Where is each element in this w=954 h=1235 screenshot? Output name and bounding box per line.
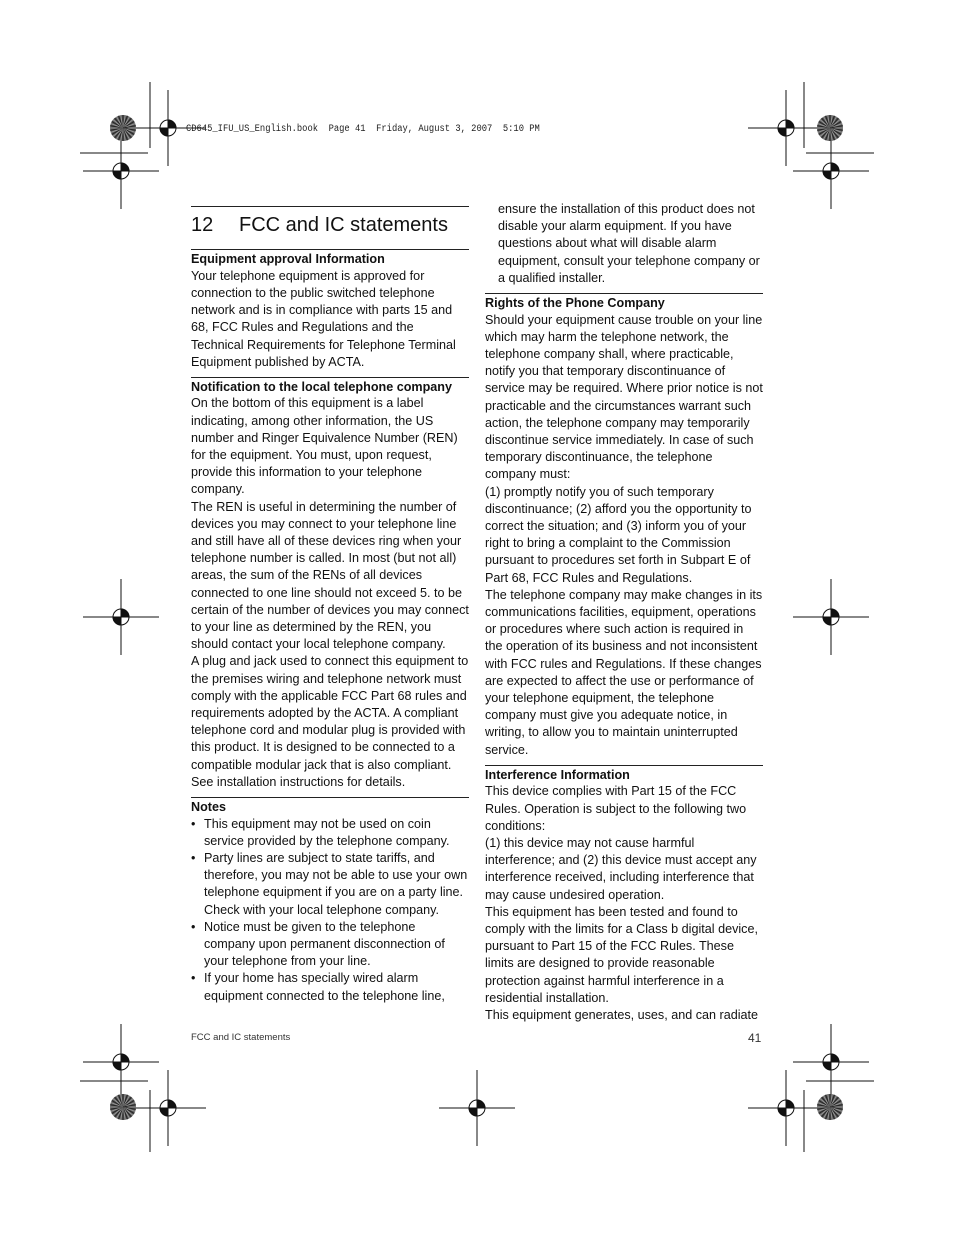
paragraph: This equipment generates, uses, and can radiate — [485, 1007, 759, 1022]
paragraph: A plug and jack used to connect this equipment to the premises wiring and telephone network must comply with the applicable FCC Part 68 rules and requirements adopted by the ACTA. A compliant telephone cord and modular plug is provided with this product. It is designed to be connected to a compatible modular jack that is also compliant. See installation instructions for details. — [191, 654, 469, 789]
list-item: • This equipment may not be used on coin service provided by the telephone company. — [191, 816, 469, 850]
paragraph: (1) promptly notify you of such temporary discontinuance; (2) afford you the opportunity to correct the situation; and (3) inform you of your right to bring a complaint to the Commission pursuant to procedures set forth in Subpart E of Part 68, FCC Rules and Regulations. — [485, 484, 752, 585]
section-notification — [191, 377, 469, 791]
notes-continuation: ensure the installation of this product does not disable your alarm equipment. If you have questions about what will disable alarm equipment, consult your telephone company or a qualified installer. — [498, 202, 760, 285]
section-heading: Rights of the Phone Company — [485, 296, 665, 311]
chapter-title-text: FCC and IC statements — [239, 214, 448, 236]
section-heading: Notification to the local telephone company — [191, 379, 452, 394]
section-heading: Notes — [191, 800, 226, 815]
notes-list — [191, 816, 469, 1005]
registration-target-icon — [793, 1024, 869, 1100]
paragraph: The REN is useful in determining the number of devices you may connect to your telephone line and still have all of these devices ring when your telephone number is called. In most (but not all) areas, the sum of the RENs of all devices connected to one line should not exceed 5. to be certain of the number of devices you may connect to your line as determined by the REN, you should contact your local telephone company. — [191, 499, 469, 652]
registration-target-icon — [83, 1024, 159, 1100]
section-rights-of-phone-company — [485, 293, 763, 759]
registration-target-icon — [793, 579, 869, 655]
print-slug: CD645_IFU_US_English.book Page 41 Friday, August 3, 2007 5:10 PM — [186, 124, 540, 135]
paragraph: This device complies with Part 15 of the FCC Rules. Operation is subject to the following two conditions: — [485, 784, 747, 833]
page-number: 41 — [748, 1031, 762, 1045]
list-item: • Party lines are subject to state tariffs, and therefore, you may not be able to use your own telephone equipment if you are on a party line. Check with your local telephone company. — [191, 850, 469, 919]
chapter-title — [191, 214, 469, 236]
section-heading: Interference Information — [485, 767, 630, 782]
paragraph: Should your equipment cause trouble on your line which may harm the telephone network, the telephone company shall, where practicable, notify you that temporary discontinuance of service may be required. Where prior notice is not practicable and the circumstances warrant such action, the telephone company may temporarily discontinue service immediately. In case of such temporary discontinuance, the telephone company must: — [485, 312, 763, 482]
left-column — [191, 206, 469, 1005]
starburst-icon — [817, 115, 843, 141]
right-column — [485, 201, 763, 1024]
starburst-icon — [110, 1094, 136, 1120]
section-notes — [191, 797, 469, 1005]
registration-target-icon — [83, 579, 159, 655]
chapter-number: 12 — [191, 214, 214, 236]
registration-target-icon — [83, 133, 159, 209]
starburst-icon — [817, 1094, 843, 1120]
footer-section-name: FCC and IC statements — [191, 1032, 291, 1043]
registration-target-icon — [439, 1070, 515, 1146]
list-item: • If your home has specially wired alarm equipment connected to the telephone line, — [191, 970, 469, 1004]
paragraph: (1) this device may not cause harmful interference; and (2) this device must accept any interference received, including interference that may cause undesired operation. — [485, 835, 757, 902]
paragraph: The telephone company may make changes in its communications facilities, equipment, operations or procedures where such action is required in the operation of its business and not inconsistent with FCC rules and Regulations. If these changes are expected to affect the use or performance of your telephone equipment, the telephone company must give you adequate notice, in writing, to allow you to maintain uninterrupted service. — [485, 587, 763, 757]
list-item: • Notice must be given to the telephone company upon permanent disconnection of your telephone from your line. — [191, 919, 469, 971]
paragraph: Your telephone equipment is approved for connection to the public switched telephone network and is in compliance with parts 15 and 68, FCC Rules and Regulations and the Technical Requirements for Telephone Terminal Equipment published by ACTA. — [191, 268, 456, 369]
section-equipment-approval — [191, 249, 469, 371]
paragraph: This equipment has been tested and found to comply with the limits for a Class b digital device, pursuant to Part 15 of the FCC Rules. These limits are designed to provide reasonable protection against harmful interference in a residential installation. — [485, 904, 758, 1005]
starburst-icon — [110, 115, 136, 141]
section-heading: Equipment approval Information — [191, 252, 385, 267]
title-rule — [191, 206, 469, 207]
section-interference — [485, 765, 763, 1024]
registration-target-icon — [748, 90, 824, 166]
paragraph: On the bottom of this equipment is a label indicating, among other information, the US number and Ringer Equivalence Number (REN) for the equipment. You must, upon request, provide this information to your telephone company. — [191, 396, 458, 497]
